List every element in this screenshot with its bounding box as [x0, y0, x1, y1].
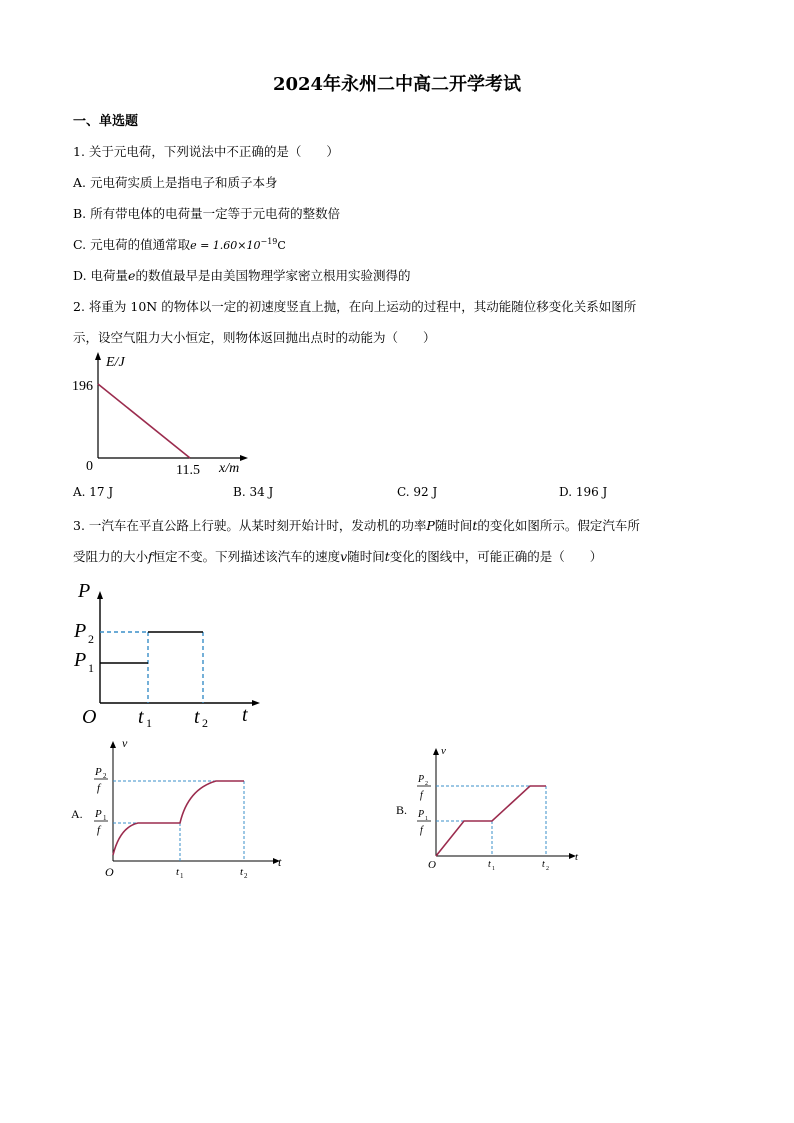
q2-origin-label: 0 [86, 459, 93, 474]
q1-option-d-rest: 的数值最早是由美国物理学家密立根用实验测得的 [135, 268, 411, 283]
q1-option-c-exponent: −19 [260, 236, 278, 246]
q3-line1-a: 3. 一汽车在平直公路上行驶。从某时刻开始计时，发动机的功率 [73, 518, 427, 533]
optB-f-top: f [420, 790, 423, 801]
optB-ylabel: v [441, 745, 446, 757]
pt-p1-label: P [74, 649, 87, 671]
svg-text:2: 2 [425, 781, 428, 787]
optB-origin: O [428, 859, 436, 871]
q3-option-b-graph [394, 742, 589, 877]
q3-line1-b: 随时间 [434, 518, 473, 533]
q2-x1-label: 11.5 [176, 463, 200, 478]
svg-text:2: 2 [244, 872, 248, 880]
q3-line2-t: t [384, 549, 390, 564]
pt-ylabel: P [78, 580, 91, 602]
q2-stem-line1: 2. 将重为 10N 的物体以一定的初速度竖直上抛，在向上运动的过程中，其动能随位移变化关系如图所 [73, 299, 637, 314]
optA-ylabel: v [122, 736, 128, 750]
q1-option-c-text: C. 元电荷的值通常取 [73, 237, 191, 252]
q1-option-c-formula: e = 1.60×10 [190, 239, 261, 252]
q3-option-a-graph [68, 735, 293, 885]
pt-t2-label: t [194, 706, 200, 728]
optA-t1: t [176, 866, 180, 878]
svg-text:2: 2 [103, 772, 107, 780]
svg-text:2: 2 [546, 866, 549, 872]
q2-option-c: C. 92 J [397, 485, 438, 499]
optB-t1: t [488, 859, 491, 870]
q3-line1-t: t [472, 518, 478, 533]
optB-p1: P [418, 809, 425, 820]
q2-option-a: A. 17 J [73, 485, 114, 499]
q1-option-d-var: e [128, 268, 136, 283]
pt-xlabel: t [242, 704, 248, 726]
optB-xlabel: t [575, 851, 579, 863]
optA-t2: t [240, 866, 244, 878]
page-title: 2024年永州二中高二开学考试 [272, 74, 522, 95]
q3-stem-line2 [73, 547, 602, 565]
optA-xlabel: t [278, 855, 282, 869]
q3-power-graph [70, 575, 270, 735]
q2-option-b: B. 34 J [233, 485, 274, 499]
q1-option-c-unit: C [277, 239, 286, 252]
q1-option-c [73, 235, 286, 253]
q3-line2-v: v [340, 549, 348, 564]
q3-line2-f: f [148, 549, 153, 564]
svg-text:1: 1 [492, 866, 495, 872]
q2-energy-line [98, 384, 190, 458]
q1-option-a: A. 元电荷实质上是指电子和质子本身 [73, 175, 278, 190]
optB-p2: P [418, 774, 425, 785]
q3-line1-P: P [426, 518, 435, 533]
optA-f-bottom: f [97, 824, 101, 836]
pt-t1-label: t [138, 706, 144, 728]
optB-f-bottom: f [420, 825, 423, 836]
q3-line2-b: 恒定不变。下列描述该汽车的速度 [152, 549, 341, 564]
q1-stem: 1. 关于元电荷，下列说法中不正确的是（ ） [73, 144, 339, 159]
pt-t2-sub: 2 [202, 716, 208, 730]
q2-xlabel: x/m [219, 461, 240, 476]
optA-p2: P [95, 766, 102, 778]
optA-f-top: f [97, 782, 101, 794]
q3-line2-d: 变化的图线中，可能正确的是（ ） [389, 549, 603, 564]
q3-line2-c: 随时间 [347, 549, 385, 564]
svg-text:1: 1 [425, 816, 428, 822]
q2-graph [60, 348, 260, 478]
q2-y0-label: 196 [72, 379, 93, 394]
pt-p1-sub: 1 [88, 661, 94, 675]
q3-line2-a: 受阻力的大小 [73, 549, 149, 564]
optA-origin: O [105, 865, 114, 879]
q2-stem-line2: 示，设空气阻力大小恒定，则物体返回抛出点时的动能为（ ） [73, 330, 436, 345]
svg-text:1: 1 [180, 872, 184, 880]
q2-y-arrow [95, 352, 101, 360]
optA-label: A. [71, 807, 83, 821]
q2-x-arrow [240, 455, 248, 461]
q3-stem-line1 [73, 516, 640, 534]
pt-origin: O [82, 706, 97, 728]
pt-t1-sub: 1 [146, 716, 152, 730]
pt-p2-sub: 2 [88, 632, 94, 646]
q1-option-d [73, 266, 410, 284]
q2-ylabel: E/J [106, 355, 125, 370]
optB-label: B. [396, 803, 408, 817]
svg-text:1: 1 [103, 814, 107, 822]
optA-velocity-curve [113, 781, 244, 855]
q1-option-b: B. 所有带电体的电荷量一定等于元电荷的整数倍 [73, 206, 341, 221]
q3-line1-c: 的变化如图所示。假定汽车所 [477, 518, 640, 533]
q2-option-d: D. 196 J [559, 485, 608, 499]
pt-p2-label: P [74, 620, 87, 642]
optB-t2: t [542, 859, 545, 870]
optA-p1: P [95, 808, 102, 820]
q1-option-d-prefix: D. 电荷量 [73, 268, 129, 283]
section-heading: 一、单选题 [73, 114, 139, 129]
